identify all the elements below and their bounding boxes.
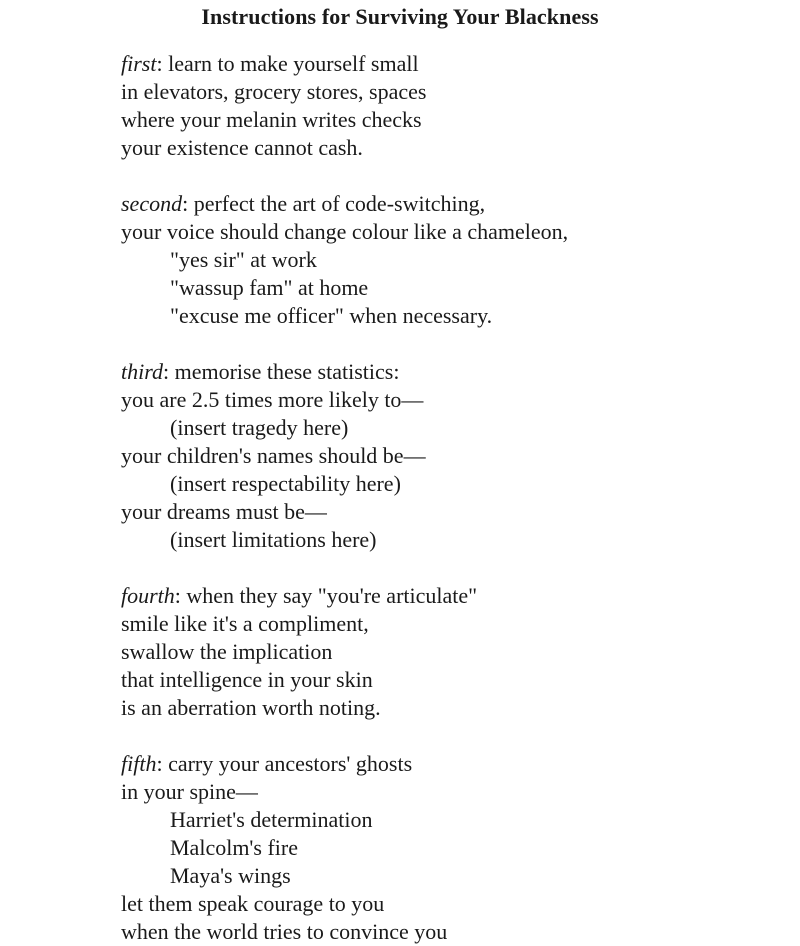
poem-line: in your spine—: [121, 779, 258, 804]
poem-line-indented: "yes sir" at work: [170, 247, 317, 272]
poem-body: [121, 50, 781, 946]
poem-line-text: : perfect the art of code-switching,: [182, 191, 486, 216]
stanza-gap: [121, 330, 781, 358]
poem-line: [121, 750, 781, 778]
poem-line: your dreams must be—: [121, 499, 327, 524]
poem-line: let them speak courage to you: [121, 891, 385, 916]
poem-line: swallow the implication: [121, 639, 333, 664]
poem-line: [121, 582, 781, 610]
poem-line: you are 2.5 times more likely to—: [121, 387, 424, 412]
poem-line: [121, 358, 781, 386]
stanza-lead-word: fifth: [121, 751, 157, 776]
stanza-fifth: [121, 750, 781, 946]
stanza-second: [121, 190, 781, 330]
poem-line-indented: Harriet's determination: [170, 807, 373, 832]
poem-line-indented: Maya's wings: [170, 863, 291, 888]
poem-line: in elevators, grocery stores, spaces: [121, 79, 427, 104]
poem-line: your children's names should be—: [121, 443, 426, 468]
stanza-lead-word: third: [121, 359, 163, 384]
poem-line-indented: "excuse me officer" when necessary.: [170, 303, 493, 328]
stanza-gap: [121, 162, 781, 190]
poem-line: that intelligence in your skin: [121, 667, 373, 692]
stanza-fourth: [121, 582, 781, 722]
poem-line: when the world tries to convince you: [121, 919, 448, 944]
poem-line: where your melanin writes checks: [121, 107, 422, 132]
poem-line-text: : when they say "you're articulate": [174, 583, 478, 608]
stanza-first: [121, 50, 781, 162]
stanza-lead-word: fourth: [121, 583, 175, 608]
poem-line: smile like it's a compliment,: [121, 611, 369, 636]
poem-line: is an aberration worth noting.: [121, 695, 381, 720]
stanza-gap: [121, 722, 781, 750]
stanza-third: [121, 358, 781, 554]
stanza-lead-word: second: [121, 191, 183, 216]
poem-line-indented: (insert tragedy here): [170, 415, 349, 440]
poem-line-indented: Malcolm's fire: [170, 835, 298, 860]
poem-line: your voice should change colour like a chameleon,: [121, 219, 569, 244]
poem-line: [121, 190, 781, 218]
poem-line: [121, 50, 781, 78]
poem-line: your existence cannot cash.: [121, 135, 363, 160]
poem-line-indented: "wassup fam" at home: [170, 275, 369, 300]
poem-line-indented: (insert respectability here): [170, 471, 401, 496]
stanza-gap: [121, 554, 781, 582]
poem-line-text: : learn to make yourself small: [156, 51, 419, 76]
poem-title: Instructions for Surviving Your Blackness: [201, 4, 599, 29]
poem-line-indented: (insert limitations here): [170, 527, 377, 552]
poem-line-text: : memorise these statistics:: [162, 359, 400, 384]
poem-line-text: : carry your ancestors' ghosts: [156, 751, 413, 776]
stanza-lead-word: first: [121, 51, 157, 76]
